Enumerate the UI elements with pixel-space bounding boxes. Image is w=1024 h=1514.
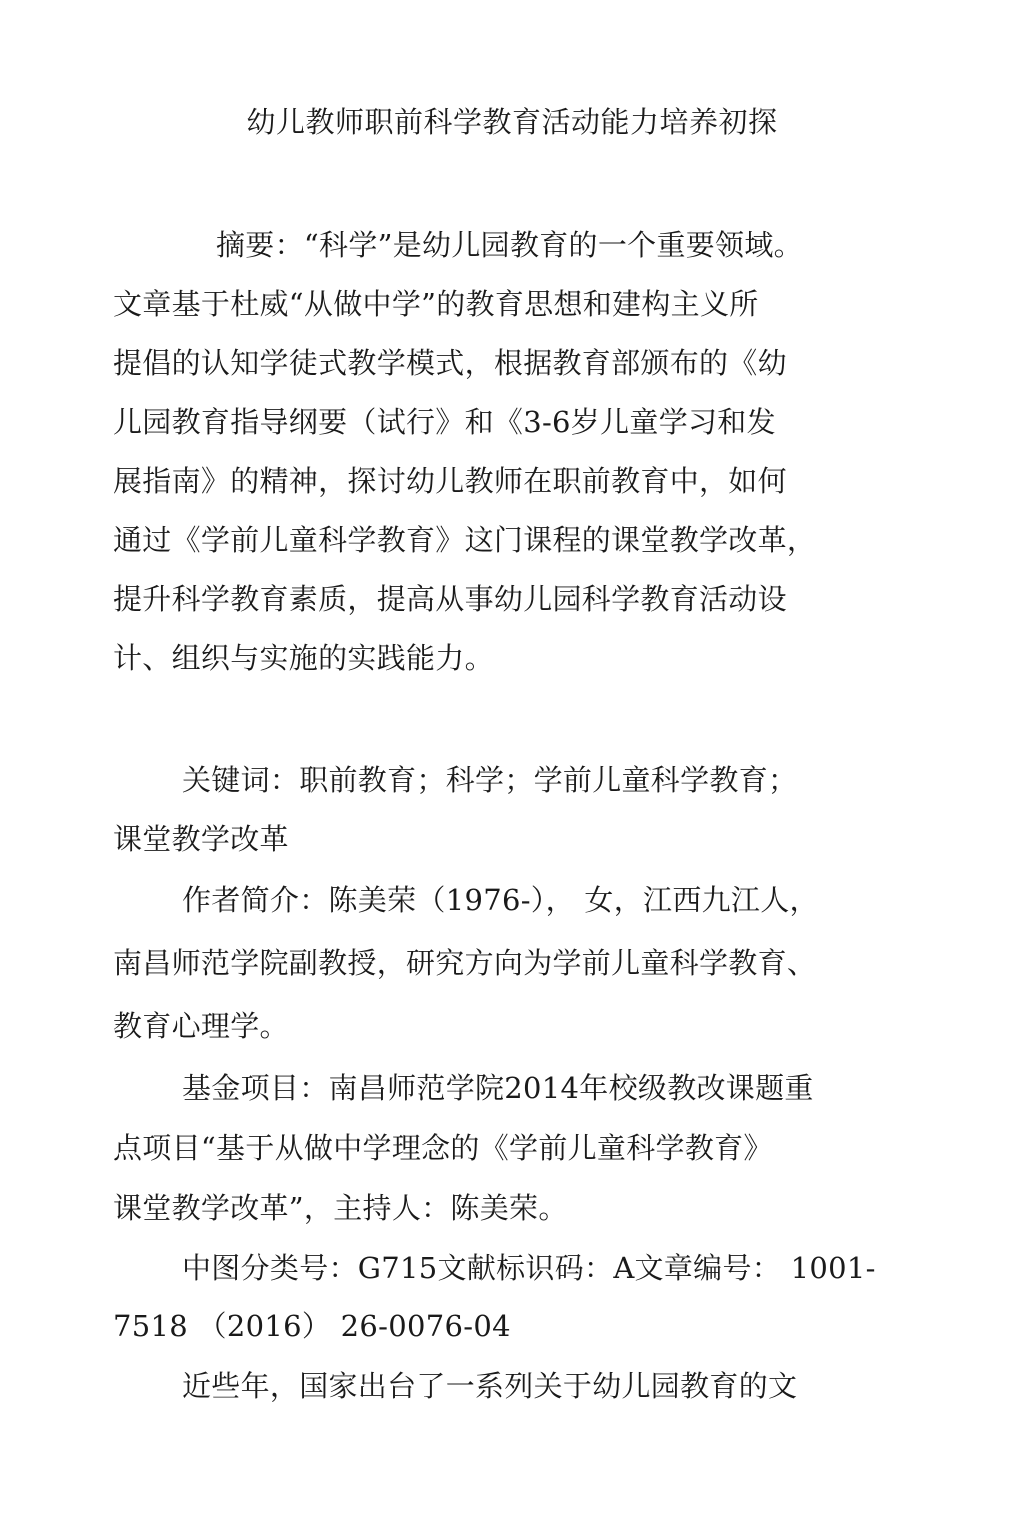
author-line: 南昌师范学院副教授，研究方向为学前儿童科学教育、: [113, 946, 817, 980]
fund-line: 课堂教学改革”，主持人：陈美荣。: [113, 1191, 568, 1225]
author-line: 教育心理学。: [113, 1009, 289, 1043]
keywords-line: 课堂教学改革: [113, 822, 289, 856]
author-line: 作者简介：陈美荣（1976-）， 女，江西九江人，: [182, 883, 819, 917]
keywords-line: 关键词：职前教育；科学；学前儿童科学教育；: [182, 763, 798, 797]
abstract-line: 计、组织与实施的实践能力。: [113, 641, 494, 675]
abstract-line: 展指南》的精神，探讨幼儿教师在职前教育中，如何: [113, 464, 787, 498]
document-title: 幼儿教师职前科学教育活动能力培养初探: [246, 105, 778, 139]
fund-line: 点项目“基于从做中学理念的《学前儿童科学教育》: [113, 1131, 773, 1165]
body-line: 近些年，国家出台了一系列关于幼儿园教育的文: [182, 1369, 798, 1403]
classification-line: 7518 （2016） 26-0076-04: [113, 1309, 511, 1343]
abstract-line: 通过《学前儿童科学教育》这门课程的课堂教学改革，: [113, 523, 817, 557]
abstract-line: 提倡的认知学徒式教学模式，根据教育部颁布的《幼: [113, 346, 787, 380]
classification-line: 中图分类号：G715文献标识码：A文章编号： 1001-: [182, 1251, 876, 1285]
abstract-line: 文章基于杜威“从做中学”的教育思想和建构主义所: [113, 287, 759, 321]
abstract-line: 儿园教育指导纲要（试行》和《3-6岁儿童学习和发: [113, 405, 776, 439]
fund-line: 基金项目：南昌师范学院2014年校级教改课题重: [182, 1071, 814, 1105]
abstract-line: 摘要：“科学”是幼儿园教育的一个重要领域。: [216, 228, 803, 262]
abstract-line: 提升科学教育素质，提高从事幼儿园科学教育活动设: [113, 582, 787, 616]
